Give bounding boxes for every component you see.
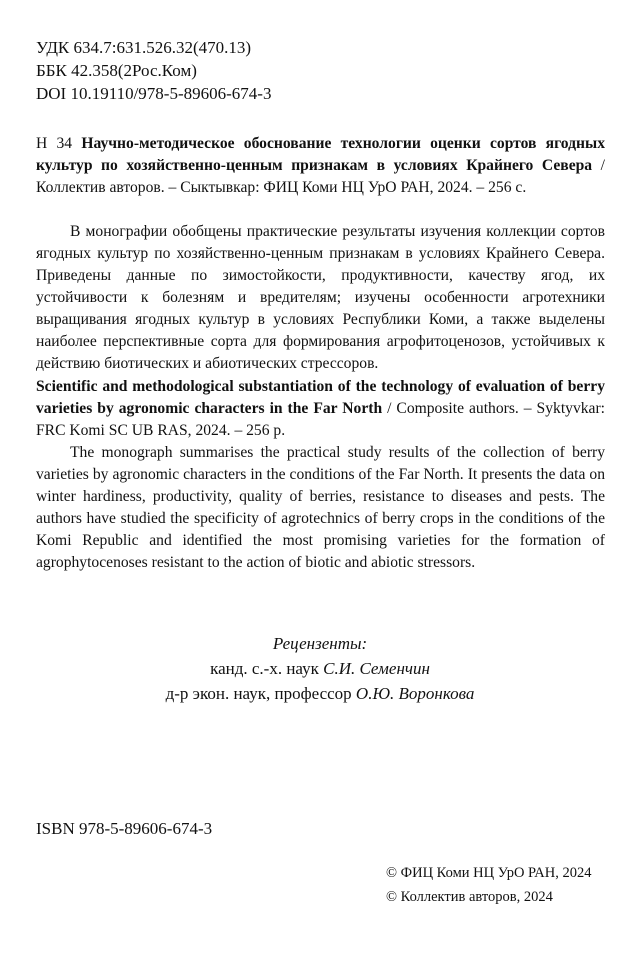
classification-codes — [36, 36, 271, 105]
reviewer-1-name: С.И. Семенчин — [323, 659, 430, 678]
doi-code: DOI 10.19110/978-5-89606-674-3 — [36, 84, 272, 103]
reviewers-heading: Рецензенты: — [272, 634, 368, 653]
reviewer-2-name: О.Ю. Воронкова — [355, 684, 475, 703]
russian-bibliographic-record — [36, 133, 605, 199]
russian-title: Научно-методическое обоснование технологии оценки сортов ягодных культур по хозяйственно-ценным признакам в условиях Крайнего Севера — [36, 135, 605, 174]
russian-abstract: В монографии обобщены практические результаты изучения коллекции сортов ягодных культур по хозяйственно-ценным признакам в условиях Крайнего Севера. Приведены данные по зимостойкости, продуктивности, качеству ягод, их устойчивости к болезням и вредителям; изучены особенности агротехники выращивания ягодных культур в условиях Республики Коми, а также выделены наиболее перспективные сорта для формирования агрофитоценозов, устойчивых к действию биотических и абиотических стрессоров. — [36, 223, 605, 372]
copyright-authors: © Коллектив авторов, 2024 — [386, 889, 553, 905]
english-title: Scientific and methodological substantiation of the technology of evaluation of berry varieties by agronomic characters in the Far North — [36, 378, 605, 417]
bbk-code: ББК 42.358(2Рос.Ком) — [36, 61, 197, 80]
english-abstract: The monograph summarises the practical study results of the collection of berry varieties by agronomic characters in the conditions of the Far North. It presents the data on winter hardiness, productivity, quality of berries, resistance to diseases and pests. The authors have studied the specificity of agrotechnics of berry crops in the conditions of the Komi Republic and identified the most promising varieties for the formation of agrophytocenoses resistant to the action of biotic and abiotic stressors. — [36, 444, 605, 571]
reviewer-2 — [0, 681, 640, 706]
english-bibliographic-record — [36, 376, 605, 442]
reviewer-1 — [0, 656, 640, 681]
copyright-institution: © ФИЦ Коми НЦ УрО РАН, 2024 — [386, 865, 592, 881]
reviewer-2-degree: д-р экон. наук, профессор — [165, 684, 356, 703]
udk-code: УДК 634.7:631.526.32(470.13) — [36, 38, 252, 57]
russian-imprint: / Коллектив авторов. – Сыктывкар: ФИЦ Коми НЦ УрО РАН, 2024. – 256 с. — [36, 157, 606, 196]
reviewer-1-degree: канд. с.-х. наук — [210, 659, 324, 678]
copyright-notices — [386, 861, 591, 909]
author-mark: Н 34 — [36, 135, 73, 152]
isbn: ISBN 978-5-89606-674-3 — [36, 819, 213, 838]
english-imprint: / Composite authors. – Syktyvkar: FRC Komi SC UB RAS, 2024. – 256 p. — [36, 400, 605, 439]
reviewers-section — [0, 631, 640, 706]
